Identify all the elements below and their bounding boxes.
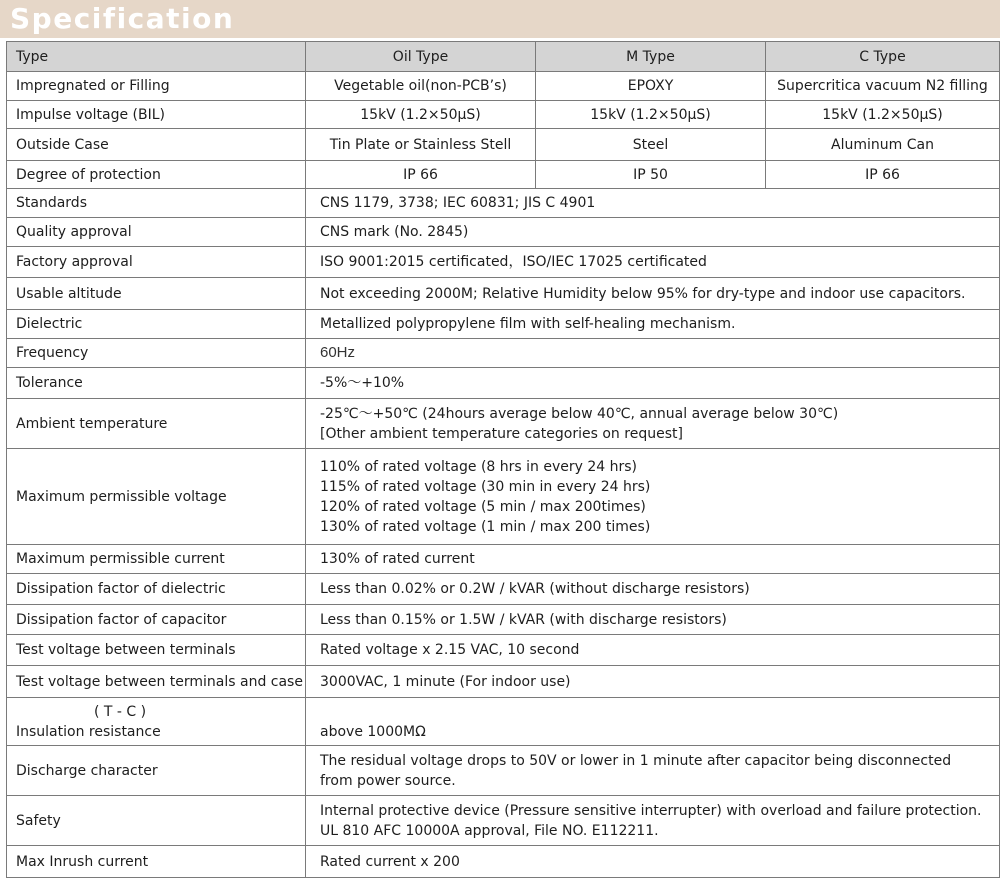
table-row [7, 545, 1000, 574]
table-row [7, 846, 1000, 878]
row-label: Ambient temperature [7, 399, 306, 449]
row-label: Dielectric [7, 310, 306, 339]
row-label: Maximum permissible voltage [7, 449, 306, 545]
m-type-cell: 15kV (1.2×50μS) [536, 101, 766, 129]
table-row [7, 161, 1000, 189]
table-row [7, 189, 1000, 218]
insulation-label: Insulation resistance [16, 723, 161, 740]
table-row [7, 449, 1000, 545]
oil-type-cell: Tin Plate or Stainless Stell [306, 129, 536, 161]
oil-type-cell: Vegetable oil(non-PCB’s) [306, 72, 536, 101]
df-capacitor-value: Less than 0.15% or 1.5W / kVAR (with discharge resistors) [306, 605, 1000, 635]
row-label: Test voltage between terminals and case [7, 666, 306, 698]
row-label [7, 698, 306, 746]
safety-value [306, 796, 1000, 846]
c-type-cell: IP 66 [766, 161, 1000, 189]
max-current-value: 130% of rated current [306, 545, 1000, 574]
row-label: Impulse voltage (BIL) [7, 101, 306, 129]
header-row [7, 42, 1000, 72]
ambient-line-1: -25℃～+50℃ (24hours average below 40℃, annual average below 30℃) [320, 405, 839, 422]
header-oil-type: Oil Type [306, 42, 536, 72]
insulation-label-top: ( T - C ) [94, 703, 147, 720]
oil-type-cell: 15kV (1.2×50μS) [306, 101, 536, 129]
c-type-cell: Aluminum Can [766, 129, 1000, 161]
c-type-cell: 15kV (1.2×50μS) [766, 101, 1000, 129]
factory-approval-value: ISO 9001:2015 certificated，ISO/IEC 17025 certificated [306, 247, 1000, 278]
table-row [7, 605, 1000, 635]
inrush-value: Rated current x 200 [306, 846, 1000, 878]
table-row [7, 278, 1000, 310]
table-row [7, 368, 1000, 399]
m-type-cell: IP 50 [536, 161, 766, 189]
table-row [7, 101, 1000, 129]
discharge-value [306, 746, 1000, 796]
max-voltage-line-1: 110% of rated voltage (8 hrs in every 24 hrs) [320, 458, 638, 475]
discharge-line-1: The residual voltage drops to 50V or lower in 1 minute after capacitor being disconnected [320, 752, 952, 769]
insulation-value-text: above 1000MΩ [320, 723, 426, 740]
row-label: Discharge character [7, 746, 306, 796]
row-label: Dissipation factor of capacitor [7, 605, 306, 635]
df-dielectric-value: Less than 0.02% or 0.2W / kVAR (without discharge resistors) [306, 574, 1000, 605]
frequency-text: 60Hz [320, 344, 356, 361]
row-label: Quality approval [7, 218, 306, 247]
page-title: Specification [10, 2, 235, 35]
usable-altitude-value: Not exceeding 2000M; Relative Humidity below 95% for dry-type and indoor use capacitors. [306, 278, 1000, 310]
table-row [7, 399, 1000, 449]
table-row [7, 218, 1000, 247]
row-label: Usable altitude [7, 278, 306, 310]
specification-table [6, 41, 1000, 878]
row-label: Test voltage between terminals [7, 635, 306, 666]
row-label: Maximum permissible current [7, 545, 306, 574]
max-voltage-line-2: 115% of rated voltage (30 min in every 24 hrs) [320, 478, 651, 495]
table-row [7, 247, 1000, 278]
insulation-value [306, 698, 1000, 746]
m-type-cell: Steel [536, 129, 766, 161]
header-type: Type [7, 42, 306, 72]
table-row [7, 129, 1000, 161]
tv-case-value: 3000VAC, 1 minute (For indoor use) [306, 666, 1000, 698]
table-row [7, 72, 1000, 101]
max-voltage-value [306, 449, 1000, 545]
table-row [7, 310, 1000, 339]
tv-terminals-value: Rated voltage x 2.15 VAC, 10 second [306, 635, 1000, 666]
ambient-line-2: [Other ambient temperature categories on request] [320, 425, 683, 442]
row-label: Max Inrush current [7, 846, 306, 878]
safety-line-1: Internal protective device (Pressure sensitive interrupter) with overload and failure protection. [320, 802, 982, 819]
frequency-value [306, 339, 1000, 368]
row-label: Factory approval [7, 247, 306, 278]
max-voltage-line-3: 120% of rated voltage (5 min / max 200times) [320, 498, 646, 515]
row-label: Frequency [7, 339, 306, 368]
discharge-line-2: from power source. [320, 772, 456, 789]
row-label: Standards [7, 189, 306, 218]
table-row [7, 339, 1000, 368]
dielectric-value: Metallized polypropylene film with self-healing mechanism. [306, 310, 1000, 339]
row-label: Degree of protection [7, 161, 306, 189]
standards-value: CNS 1179, 3738; IEC 60831; JIS C 4901 [306, 189, 1000, 218]
table-row [7, 796, 1000, 846]
table-row [7, 574, 1000, 605]
m-type-cell: EPOXY [536, 72, 766, 101]
table-row [7, 698, 1000, 746]
max-voltage-line-4: 130% of rated voltage (1 min / max 200 times) [320, 518, 651, 535]
row-label: Dissipation factor of dielectric [7, 574, 306, 605]
table-row [7, 746, 1000, 796]
header-m-type: M Type [536, 42, 766, 72]
table-row [7, 666, 1000, 698]
c-type-cell: Supercritica vacuum N2 filling [766, 72, 1000, 101]
oil-type-cell: IP 66 [306, 161, 536, 189]
tolerance-value: -5%～+10% [306, 368, 1000, 399]
safety-line-2: UL 810 AFC 10000A approval, File NO. E112211. [320, 822, 659, 839]
title-banner [0, 0, 1000, 38]
row-label: Tolerance [7, 368, 306, 399]
header-c-type: C Type [766, 42, 1000, 72]
row-label: Safety [7, 796, 306, 846]
spacer [320, 702, 990, 722]
row-label: Outside Case [7, 129, 306, 161]
row-label: Impregnated or Filling [7, 72, 306, 101]
ambient-temperature-value [306, 399, 1000, 449]
table-row [7, 635, 1000, 666]
quality-approval-value: CNS mark (No. 2845) [306, 218, 1000, 247]
